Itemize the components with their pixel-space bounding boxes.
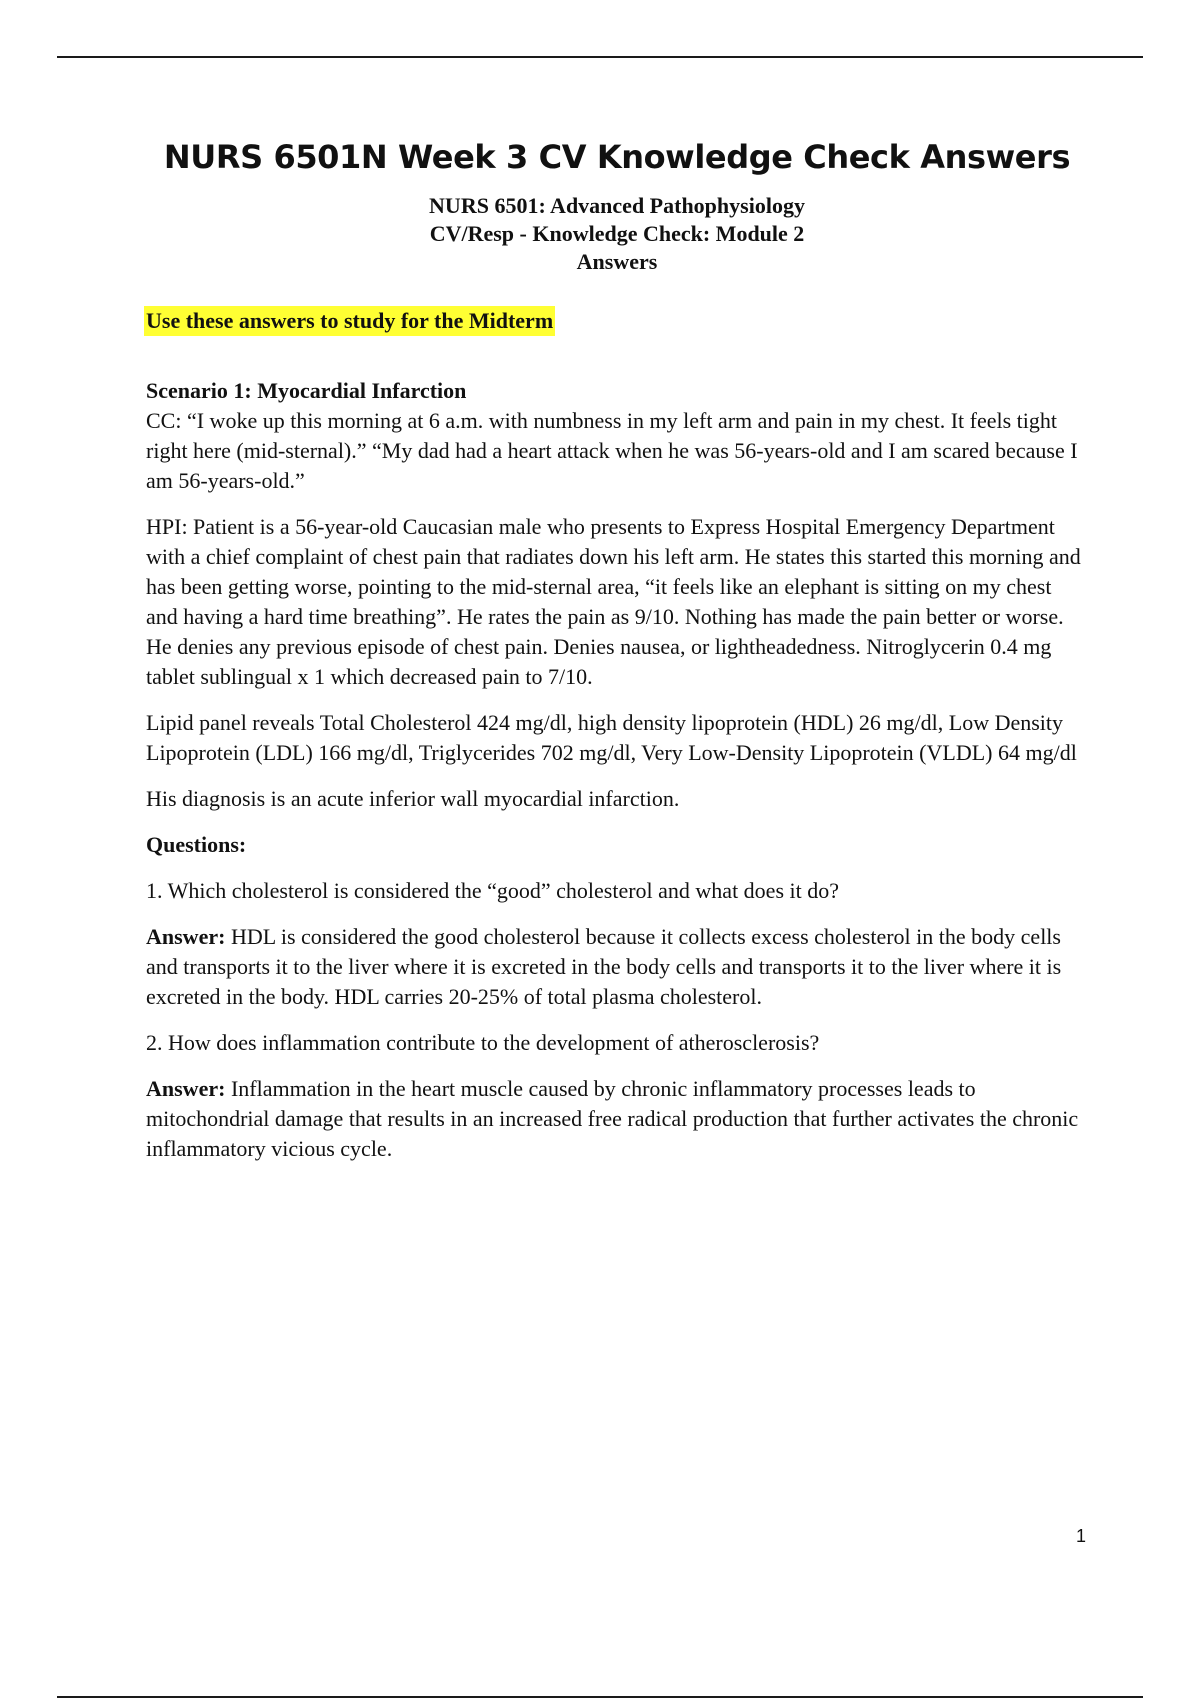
document-title: NURS 6501N Week 3 CV Knowledge Check Answers <box>163 138 1071 176</box>
answer-1 <box>146 922 1086 1012</box>
module-name: CV/Resp - Knowledge Check: Module 2 <box>429 221 805 246</box>
question-2: 2. How does inflammation contribute to the development of atherosclerosis? <box>146 1030 820 1055</box>
highlighted-study-note: Use these answers to study for the Midterm <box>144 306 555 336</box>
top-divider-line <box>57 56 1143 58</box>
questions-heading: Questions: <box>146 832 247 857</box>
subtitle-block <box>0 192 1200 276</box>
document-body <box>146 306 1086 1180</box>
scenario-heading: Scenario 1: Myocardial Infarction <box>146 378 467 403</box>
answer-2 <box>146 1074 1086 1164</box>
question-1: 1. Which cholesterol is considered the “good” cholesterol and what does it do? <box>146 878 839 903</box>
hpi-paragraph: HPI: Patient is a 56-year-old Caucasian male who presents to Express Hospital Emergency Department with a chief complaint of chest pain that radiates down his left arm. He states this started this morning and has been getting worse, pointing to the mid-sternal area, “it feels like an elephant is sitting on my chest and having a hard time breathing”. He rates the pain as 9/10. Nothing has made the pain better or worse. He denies any previous episode of chest pain. Denies nausea, or lightheadedness. Nitroglycerin 0.4 mg tablet sublingual x 1 which decreased pain to 7/10. <box>146 514 1081 689</box>
answer-2-text: Inflammation in the heart muscle caused by chronic inflammatory processes leads to mitochondrial damage that results in an increased free radical production that further activates the chronic inflammatory vicious cycle. <box>146 1076 1079 1161</box>
chief-complaint-paragraph: CC: “I woke up this morning at 6 a.m. with numbness in my left arm and pain in my chest. It feels tight right here (mid-sternal).” “My dad had a heart attack when he was 56-years-old and I am scared because I am 56-years-old.” <box>146 408 1078 493</box>
diagnosis-paragraph: His diagnosis is an acute inferior wall myocardial infarction. <box>146 786 680 811</box>
bottom-divider-line <box>57 1696 1143 1698</box>
answers-label: Answers <box>576 249 658 274</box>
answer-label: Answer: <box>146 1076 226 1101</box>
answer-label: Answer: <box>146 924 226 949</box>
answer-1-text: HDL is considered the good cholesterol because it collects excess cholesterol in the body cells and transports it to the liver where it is excreted in the body cells and transports it to the liver where it is excreted in the body. HDL carries 20-25% of total plasma cholesterol. <box>146 924 1062 1009</box>
lipid-panel-paragraph: Lipid panel reveals Total Cholesterol 424 mg/dl, high density lipoprotein (HDL) 26 mg/dl, Low Density Lipoprotein (LDL) 166 mg/dl, Triglycerides 702 mg/dl, Very Low-Density Lipoprotein (VLDL) 64 mg/dl <box>146 710 1077 765</box>
course-name: NURS 6501: Advanced Pathophysiology <box>429 193 805 218</box>
page-number: 1 <box>1076 1526 1087 1546</box>
